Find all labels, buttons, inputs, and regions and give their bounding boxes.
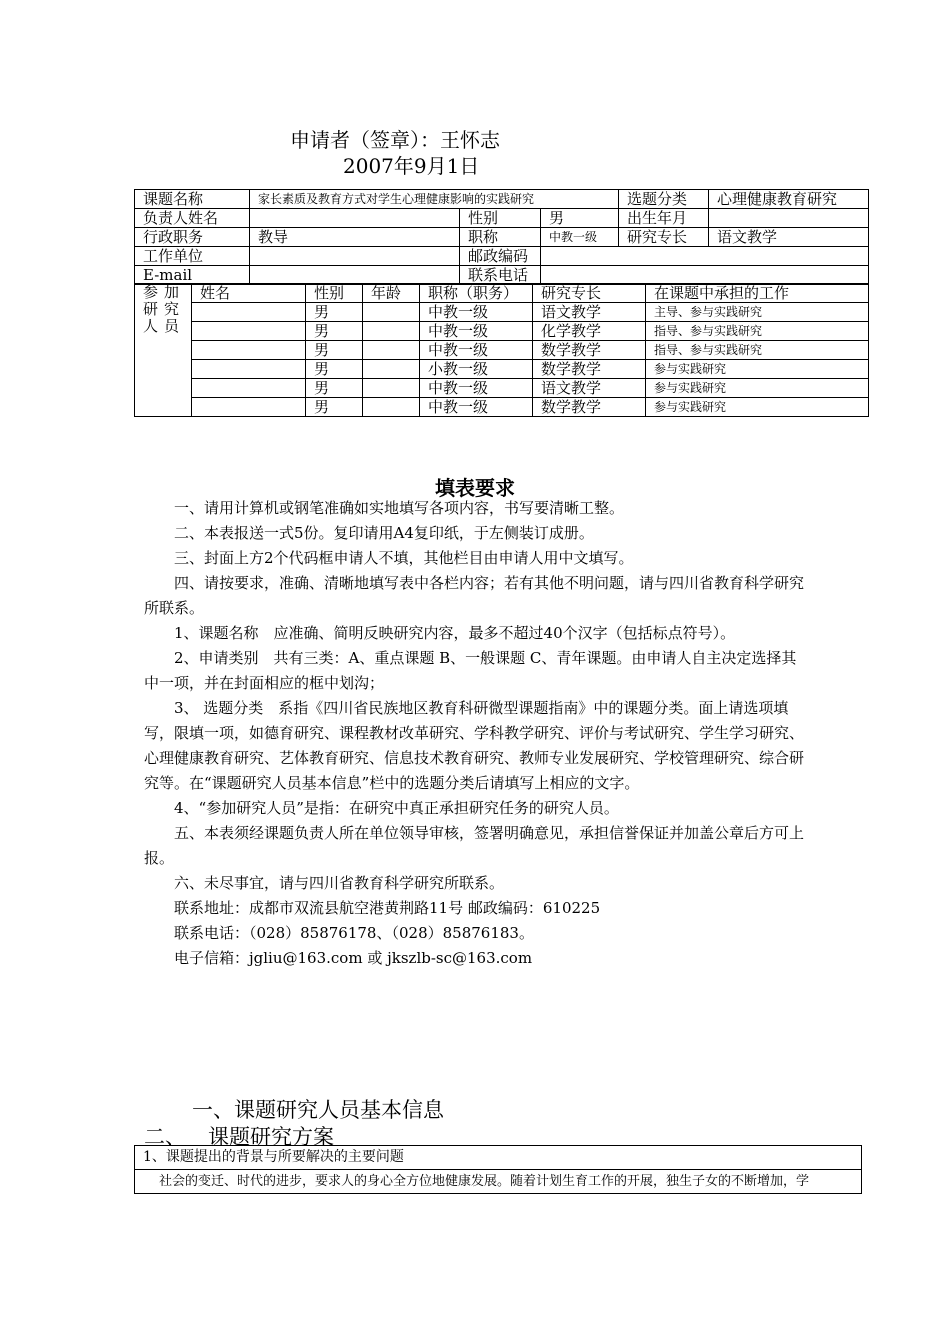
member-age[interactable] [363, 398, 420, 417]
member-name[interactable] [192, 303, 306, 322]
member-specialty[interactable]: 数学教学 [533, 398, 646, 417]
member-work[interactable]: 指导、参与实践研究 [646, 322, 869, 341]
postcode-label: 邮政编码 [460, 247, 541, 266]
birth-field[interactable] [709, 209, 869, 228]
section-1-heading: 一、课题研究人员基本信息 [192, 1098, 444, 1122]
contact-phone: 联系电话：（028）85876178、（028）85876183。 [174, 924, 534, 942]
member-work[interactable]: 参与实践研究 [646, 398, 869, 417]
col-header-age: 年龄 [363, 284, 420, 303]
title-field[interactable]: 中教一级 [541, 228, 619, 247]
table-row [135, 1170, 862, 1194]
title-label: 职称 [460, 228, 541, 247]
table-row [135, 284, 869, 303]
table-row [135, 209, 869, 228]
topic-label: 课题名称 [135, 190, 250, 209]
members-table [134, 283, 869, 417]
plan-table [134, 1145, 862, 1194]
birth-label: 出生年月 [619, 209, 709, 228]
leader-field[interactable] [250, 209, 460, 228]
member-gender[interactable]: 男 [306, 360, 363, 379]
members-side-label: 参加研究人员 [135, 284, 192, 417]
member-name[interactable] [192, 322, 306, 341]
member-age[interactable] [363, 303, 420, 322]
leader-label: 负责人姓名 [135, 209, 250, 228]
member-work[interactable]: 参与实践研究 [646, 360, 869, 379]
plan-text[interactable]: 社会的变迁、时代的进步，要求人的身心全方位地健康发展。随着计划生育工作的开展，独生子女的不断增加，学 [135, 1170, 862, 1194]
table-row [135, 266, 869, 285]
phone-field[interactable] [541, 266, 869, 285]
requirement-item: 二、本表报送一式5份。复印请用A4复印纸，于左侧装订成册。 [174, 524, 594, 542]
col-header-work: 在课题中承担的工作 [646, 284, 869, 303]
section-2-title: 课题研究方案 [208, 1125, 334, 1149]
member-specialty[interactable]: 数学教学 [533, 360, 646, 379]
member-work[interactable]: 主导、参与实践研究 [646, 303, 869, 322]
member-gender[interactable]: 男 [306, 341, 363, 360]
requirement-item: 4、“参加研究人员”是指：在研究中真正承担研究任务的研究人员。 [174, 799, 619, 817]
requirement-item: 三、封面上方2个代码框申请人不填，其他栏目由申请人用中文填写。 [174, 549, 634, 567]
specialty-label: 研究专长 [619, 228, 709, 247]
member-title[interactable]: 小教一级 [420, 360, 533, 379]
member-title[interactable]: 中教一级 [420, 303, 533, 322]
member-name[interactable] [192, 360, 306, 379]
basic-info-table [134, 189, 869, 285]
requirement-item: 3、 选题分类 系指《四川省民族地区教育科研微型课题指南》中的课题分类。面上请选项填写，限填一项，如德育研究、课程教材改革研究、学科教学研究、评价与考试研究、学生学习研究、心理健康教育研究、艺体教育研究、信息技术教育研究、教师专业发展研究、学校管理研究、综合研究等。在“课题研究人员基本信息”栏中的选题分类后请填写上相应的文字。 [144, 699, 805, 792]
member-gender[interactable]: 男 [306, 303, 363, 322]
table-row [135, 228, 869, 247]
member-title[interactable]: 中教一级 [420, 398, 533, 417]
table-row [135, 341, 869, 360]
member-name[interactable] [192, 341, 306, 360]
table-row [135, 1146, 862, 1170]
member-work[interactable]: 参与实践研究 [646, 379, 869, 398]
contact-address: 联系地址：成都市双流县航空港黄荆路11号 邮政编码：610225 [174, 899, 601, 917]
col-header-specialty: 研究专长 [533, 284, 646, 303]
member-title[interactable]: 中教一级 [420, 322, 533, 341]
table-row [135, 379, 869, 398]
member-specialty[interactable]: 数学教学 [533, 341, 646, 360]
application-date: 2007年9月1日 [343, 154, 480, 178]
member-specialty[interactable]: 语文教学 [533, 303, 646, 322]
phone-label: 联系电话 [460, 266, 541, 285]
requirement-item: 一、请用计算机或钢笔准确如实地填写各项内容，书写要清晰工整。 [174, 499, 625, 517]
member-age[interactable] [363, 322, 420, 341]
specialty-field[interactable]: 语文教学 [709, 228, 869, 247]
applicant-signature: 申请者（签章）：王怀志 [290, 128, 500, 152]
table-row [135, 322, 869, 341]
gender-field[interactable]: 男 [541, 209, 619, 228]
contact-email: 电子信箱：jgliu@163.com 或 jkszlb-sc@163.com [174, 949, 533, 967]
admin-label: 行政职务 [135, 228, 250, 247]
section-2-number: 二、 [144, 1125, 186, 1149]
member-name[interactable] [192, 379, 306, 398]
requirement-item: 2、申请类别 共有三类：A、重点课题 B、一般课题 C、青年课题。由申请人自主决定选择其中一项，并在封面相应的框中划沟； [144, 649, 797, 692]
table-row [135, 190, 869, 209]
category-label: 选题分类 [619, 190, 709, 209]
member-title[interactable]: 中教一级 [420, 379, 533, 398]
requirements-title: 填表要求 [435, 476, 515, 500]
member-age[interactable] [363, 341, 420, 360]
table-row [135, 398, 869, 417]
plan-heading: 1、课题提出的背景与所要解决的主要问题 [135, 1146, 862, 1170]
member-work[interactable]: 指导、参与实践研究 [646, 341, 869, 360]
requirement-item: 五、本表须经课题负责人所在单位领导审核，签署明确意见，承担信誉保证并加盖公章后方可上报。 [144, 824, 805, 867]
requirement-item: 四、请按要求，准确、清晰地填写表中各栏内容；若有其他不明问题，请与四川省教育科学研究所联系。 [144, 574, 805, 617]
workplace-label: 工作单位 [135, 247, 250, 266]
requirement-item: 六、未尽事宜，请与四川省教育科学研究所联系。 [174, 874, 505, 892]
col-header-name: 姓名 [192, 284, 306, 303]
member-age[interactable] [363, 379, 420, 398]
col-header-title: 职称（职务） [420, 284, 533, 303]
email-label: E-mail [135, 266, 250, 285]
member-gender[interactable]: 男 [306, 379, 363, 398]
workplace-field[interactable] [250, 247, 460, 266]
member-title[interactable]: 中教一级 [420, 341, 533, 360]
requirement-item: 1、课题名称 应准确、简明反映研究内容，最多不超过40个汉字（包括标点符号）。 [174, 624, 736, 642]
member-gender[interactable]: 男 [306, 398, 363, 417]
admin-field[interactable]: 教导 [250, 228, 460, 247]
member-gender[interactable]: 男 [306, 322, 363, 341]
gender-label: 性别 [460, 209, 541, 228]
postcode-field[interactable] [541, 247, 869, 266]
requirements-list [144, 496, 810, 971]
category-field[interactable]: 心理健康教育研究 [709, 190, 869, 209]
col-header-gender: 性别 [306, 284, 363, 303]
table-row [135, 360, 869, 379]
email-field[interactable] [250, 266, 460, 285]
table-row [135, 303, 869, 322]
member-age[interactable] [363, 360, 420, 379]
topic-field[interactable]: 家长素质及教育方式对学生心理健康影响的实践研究 [250, 190, 619, 209]
member-specialty[interactable]: 化学教学 [533, 322, 646, 341]
member-name[interactable] [192, 398, 306, 417]
member-specialty[interactable]: 语文教学 [533, 379, 646, 398]
table-row [135, 247, 869, 266]
